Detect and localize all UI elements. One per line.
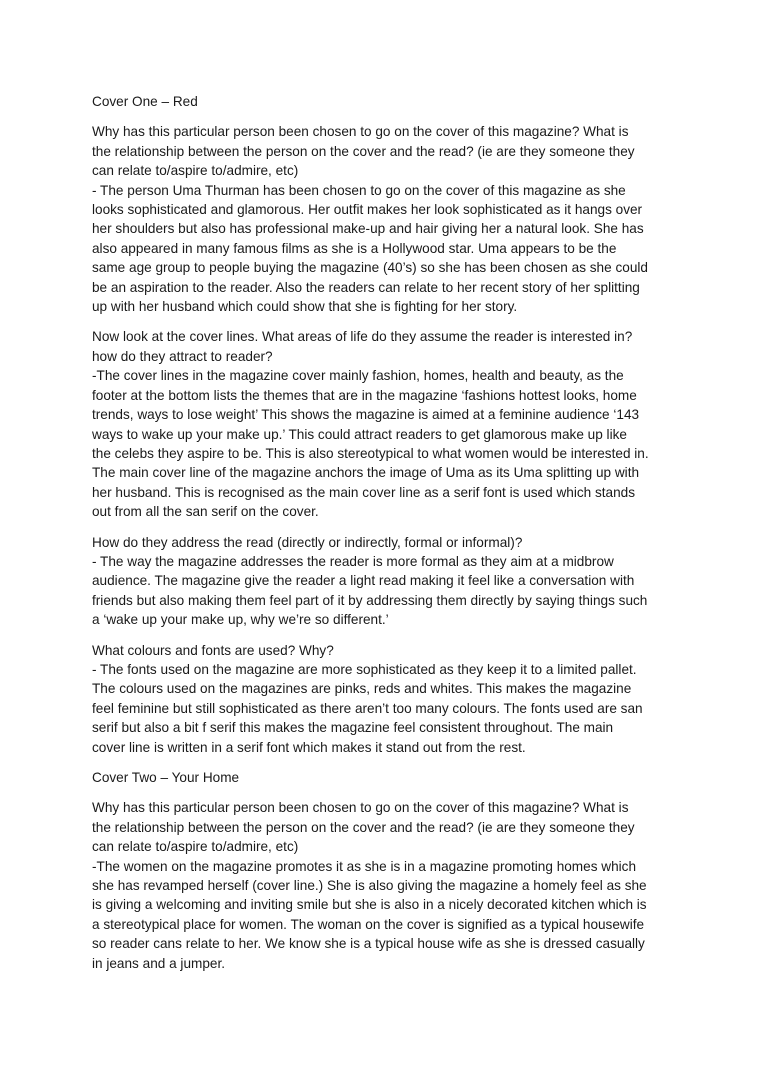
text-line: What colours and fonts are used? Why? bbox=[92, 642, 334, 658]
text-line: a ‘wake up your make up, why we’re so different.’ bbox=[92, 612, 389, 628]
text-line: - The way the magazine addresses the reader is more formal as they aim at a midbrow bbox=[92, 553, 614, 569]
text-line: her shoulders but also has professional make-up and hair giving her a natural look. She has bbox=[92, 221, 644, 237]
text-line: is giving a welcoming and inviting smile but she is also in a nicely decorated kitchen which is bbox=[92, 897, 647, 913]
text-line: feel feminine but still sophisticated as there aren’t too many colours. The fonts used are san bbox=[92, 700, 643, 716]
text-line: Why has this particular person been chosen to go on the cover of this magazine? What is bbox=[92, 124, 629, 140]
text-line: The main cover line of the magazine anchors the image of Uma as its Uma splitting up with bbox=[92, 465, 640, 481]
text-line: same age group to people buying the magazine (40’s) so she has been chosen as she could bbox=[92, 260, 648, 276]
cover-one-question-address bbox=[92, 533, 674, 630]
text-line: -The women on the magazine promotes it as she is in a magazine promoting homes which bbox=[92, 858, 637, 874]
text-line: also appeared in many famous films as she is a Hollywood star. Uma appears to be the bbox=[92, 240, 617, 256]
text-line: be an aspiration to the reader. Also the readers can relate to her recent story of her splitting bbox=[92, 279, 640, 295]
text-line: serif but also a bit f serif this makes the magazine feel consistent throughout. The main bbox=[92, 720, 614, 736]
text-line: How do they address the read (directly or indirectly, formal or informal)? bbox=[92, 534, 523, 550]
text-line: her husband. This is recognised as the main cover line as a serif font is used which stands bbox=[92, 484, 636, 500]
cover-two-heading bbox=[92, 768, 674, 787]
text-line: trends, ways to lose weight’ This shows the magazine is aimed at a feminine audience ‘143 bbox=[92, 407, 640, 423]
cover-one-heading bbox=[92, 92, 674, 111]
text-line: how do they attract to reader? bbox=[92, 348, 273, 364]
text-line: out from all the san serif on the cover. bbox=[92, 504, 319, 520]
text-line: can relate to/aspire to/admire, etc) bbox=[92, 839, 299, 855]
text-line: so reader cans relate to her. We know she is a typical house wife as she is dressed casually bbox=[92, 936, 645, 952]
text-line: The colours used on the magazines are pinks, reds and whites. This makes the magazine bbox=[92, 681, 632, 697]
cover-one-question-cover-lines bbox=[92, 327, 674, 521]
text-line: - The fonts used on the magazine are more sophisticated as they keep it to a limited pallet. bbox=[92, 661, 637, 677]
text-line: ways to wake up your make up.’ This could attract readers to get glamorous make up like bbox=[92, 426, 627, 442]
text-line: Now look at the cover lines. What areas of life do they assume the reader is interested in? bbox=[92, 329, 633, 345]
text-line: friends but also making them feel part of it by addressing them directly by saying things such bbox=[92, 592, 648, 608]
text-line: Why has this particular person been chosen to go on the cover of this magazine? What is bbox=[92, 800, 629, 816]
text-line: audience. The magazine give the reader a light read making it feel like a conversation with bbox=[92, 573, 635, 589]
text-line: up with her husband which could show that she is fighting for her story. bbox=[92, 299, 518, 315]
text-line: looks sophisticated and glamorous. Her outfit makes her look sophisticated as it hangs over bbox=[92, 202, 643, 218]
text-line: - The person Uma Thurman has been chosen to go on the cover of this magazine as she bbox=[92, 182, 626, 198]
text-line: she has revamped herself (cover line.) She is also giving the magazine a homely feel as she bbox=[92, 878, 647, 894]
cover-one-question-colours-fonts bbox=[92, 641, 674, 757]
text-line: in jeans and a jumper. bbox=[92, 955, 226, 971]
cover-one-question-person bbox=[92, 122, 674, 316]
text-line: cover line is written in a serif font which makes it stand out from the rest. bbox=[92, 739, 526, 755]
document-page bbox=[92, 92, 674, 984]
text-line: can relate to/aspire to/admire, etc) bbox=[92, 163, 299, 179]
text-line: footer at the bottom lists the themes that are in the magazine ‘fashions hottest looks, home bbox=[92, 387, 637, 403]
text-line: a stereotypical place for women. The woman on the cover is signified as a typical housewife bbox=[92, 916, 645, 932]
text-line: the relationship between the person on the cover and the read? (ie are they someone they bbox=[92, 819, 635, 835]
text-line: Cover Two – Your Home bbox=[92, 770, 240, 785]
text-line: Cover One – Red bbox=[92, 94, 198, 109]
text-line: the relationship between the person on the cover and the read? (ie are they someone they bbox=[92, 143, 635, 159]
cover-two-question-person bbox=[92, 798, 674, 973]
text-line: the celebs they aspire to be. This is also stereotypical to what women would be interested in. bbox=[92, 445, 649, 461]
text-line: -The cover lines in the magazine cover mainly fashion, homes, health and beauty, as the bbox=[92, 368, 624, 384]
